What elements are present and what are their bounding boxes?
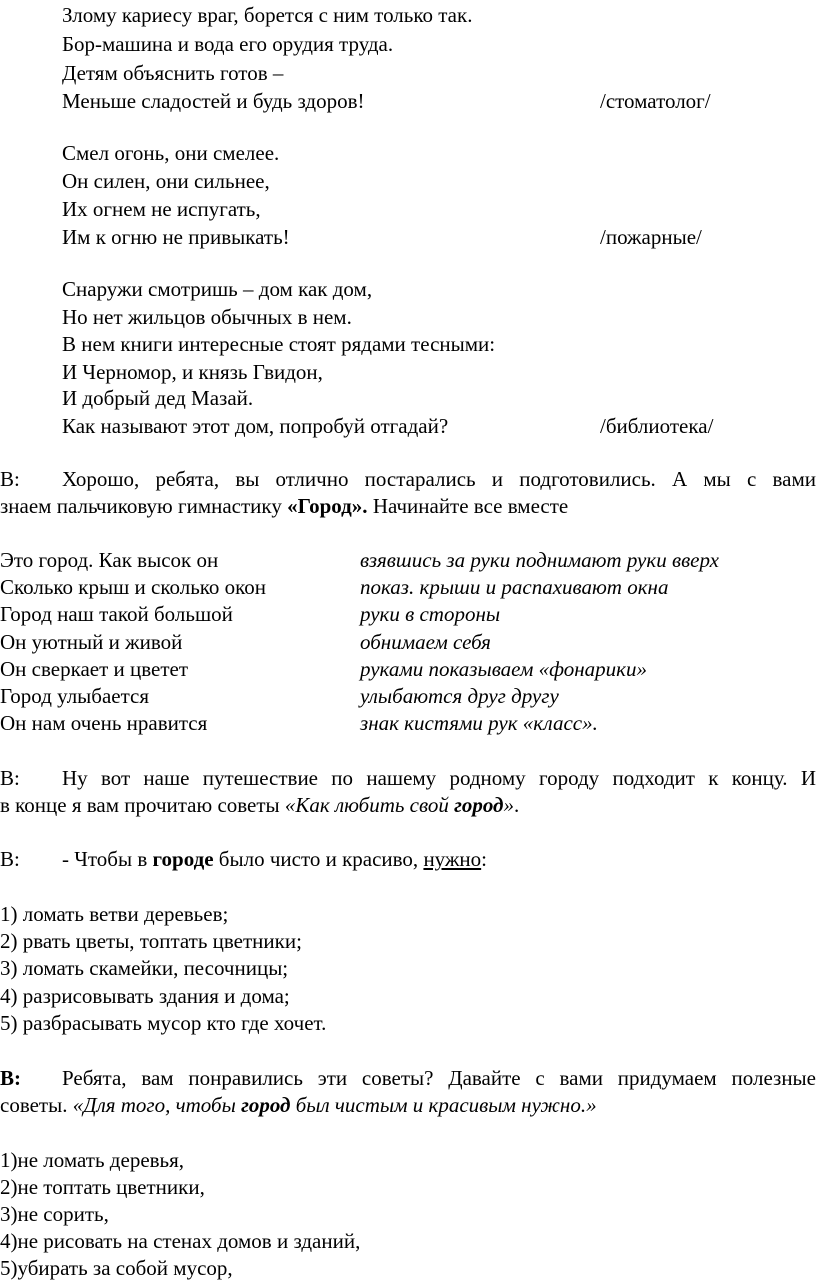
riddle-line: В нем книги интересные стоят рядами тесными: bbox=[62, 332, 496, 356]
gymnastics-action: улыбаются друг другу bbox=[360, 684, 559, 708]
riddle-line: И добрый дед Мазай. bbox=[62, 386, 254, 410]
gymnastics-verse: Он нам очень нравится bbox=[0, 711, 208, 735]
riddle-line: Им к огню не привыкать! bbox=[62, 225, 290, 249]
list-item: 2) рвать цветы, топтать цветники; bbox=[0, 929, 302, 953]
gymnastics-action: знак кистями рук «класс». bbox=[360, 711, 598, 735]
game-title: «Город». bbox=[287, 494, 368, 518]
gymnastics-verse: Сколько крыш и сколько окон bbox=[0, 575, 267, 599]
paragraph-text: . bbox=[513, 793, 520, 817]
paragraph-text: в конце я вам прочитаю советы bbox=[0, 793, 285, 817]
advice-title-end: был чистым и красивым нужно.» bbox=[290, 1093, 597, 1117]
paragraph-line: Ребята, вам понравились эти советы? Давайте с вами придумаем полезные bbox=[62, 1066, 816, 1090]
bold-word: городе bbox=[152, 847, 214, 871]
riddle-line: Смел огонь, они смелее. bbox=[62, 141, 280, 165]
gymnastics-verse: Город наш такой большой bbox=[0, 602, 233, 626]
riddle-line: Как называют этот дом, попробуй отгадай? bbox=[62, 414, 449, 438]
paragraph-text: : bbox=[481, 847, 487, 871]
riddle-line: Снаружи смотришь – дом как дом, bbox=[62, 277, 373, 301]
riddle-answer: /пожарные/ bbox=[600, 225, 702, 249]
underlined-word: нужно bbox=[423, 847, 482, 871]
gymnastics-verse: Он сверкает и цветет bbox=[0, 657, 189, 681]
list-item: 3) ломать скамейки, песочницы; bbox=[0, 956, 289, 980]
riddle-line: Злому кариесу враг, борется с ним только так. bbox=[62, 3, 473, 27]
list-item: 2)не топтать цветники, bbox=[0, 1175, 205, 1199]
list-item: 4) разрисовывать здания и дома; bbox=[0, 984, 290, 1008]
paragraph-line: Хорошо, ребята, вы отлично постарались и подготовились. А мы с вами bbox=[62, 467, 816, 491]
paragraph-text: Начинайте все вместе bbox=[367, 494, 569, 518]
gymnastics-verse: Город улыбается bbox=[0, 684, 150, 708]
advice-title-bold: город bbox=[241, 1093, 291, 1117]
advice-title-bold: город bbox=[454, 793, 504, 817]
gymnastics-action: руками показываем «фонарики» bbox=[360, 657, 648, 681]
paragraph-text: было чисто и красиво, bbox=[213, 847, 424, 871]
gymnastics-action: взявшись за руки поднимают руки вверх bbox=[360, 548, 719, 572]
gymnastics-action: показ. крыши и распахивают окна bbox=[360, 575, 669, 599]
list-item: 5) разбрасывать мусор кто где хочет. bbox=[0, 1011, 327, 1035]
paragraph-text: - Чтобы в bbox=[62, 847, 153, 871]
speaker-label: В: bbox=[0, 467, 20, 491]
list-item: 1) ломать ветви деревьев; bbox=[0, 902, 229, 926]
gymnastics-verse: Он уютный и живой bbox=[0, 630, 183, 654]
paragraph-line bbox=[62, 846, 487, 873]
list-item: 5)убирать за собой мусор, bbox=[0, 1256, 233, 1280]
speaker-label: В: bbox=[0, 1066, 21, 1090]
advice-title-end: » bbox=[503, 793, 514, 817]
gymnastics-action: обнимаем себя bbox=[360, 630, 491, 654]
riddle-line: Детям объяснить готов – bbox=[62, 61, 284, 85]
riddle-answer: /библиотека/ bbox=[600, 414, 714, 438]
advice-title: «Для того, чтобы bbox=[72, 1093, 242, 1117]
paragraph-line: Ну вот наше путешествие по нашему родному городу подходит к концу. И bbox=[62, 766, 816, 790]
paragraph-text: знаем пальчиковую гимнастику bbox=[0, 494, 288, 518]
paragraph-line bbox=[0, 493, 568, 520]
gymnastics-action: руки в стороны bbox=[360, 602, 501, 626]
riddle-line: И Черномор, и князь Гвидон, bbox=[62, 360, 323, 384]
riddle-line: Но нет жильцов обычных в нем. bbox=[62, 305, 352, 329]
list-item: 1)не ломать деревья, bbox=[0, 1148, 185, 1172]
riddle-answer: /стоматолог/ bbox=[600, 89, 711, 113]
riddle-line: Он силен, они сильнее, bbox=[62, 169, 270, 193]
speaker-label: В: bbox=[0, 847, 20, 871]
paragraph-line bbox=[0, 792, 519, 819]
riddle-line: Бор-машина и вода его орудия труда. bbox=[62, 32, 394, 56]
riddle-line: Их огнем не испугать, bbox=[62, 197, 261, 221]
speaker-label: В: bbox=[0, 766, 20, 790]
advice-title: «Как любить свой bbox=[284, 793, 455, 817]
paragraph-text: советы. bbox=[0, 1093, 73, 1117]
gymnastics-verse: Это город. Как высок он bbox=[0, 548, 219, 572]
riddle-line: Меньше сладостей и будь здоров! bbox=[62, 89, 365, 113]
list-item: 4)не рисовать на стенах домов и зданий, bbox=[0, 1229, 361, 1253]
paragraph-line bbox=[0, 1092, 597, 1119]
list-item: 3)не сорить, bbox=[0, 1202, 109, 1226]
